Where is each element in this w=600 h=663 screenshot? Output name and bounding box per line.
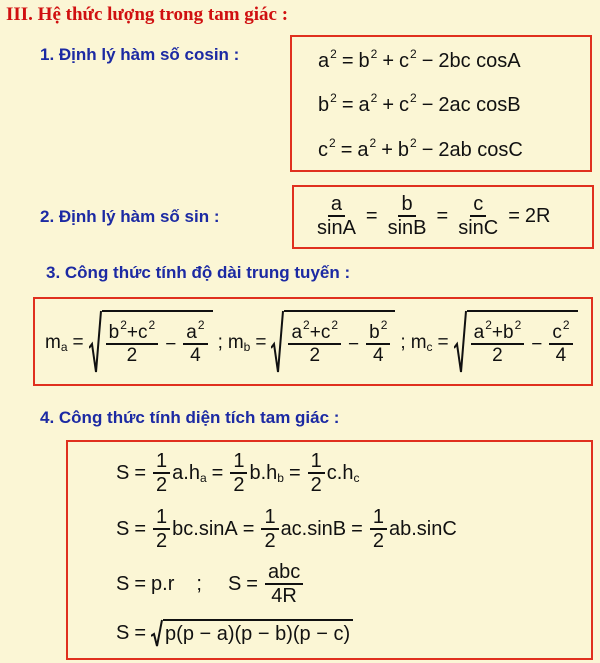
sine-law-formula: $\frac{a}{\sin A}$ = $\frac{b}{\sin B}$ = $\frac{c}{\sin C}$ = 2R [312,193,550,240]
sine-fraction-c: $\frac{c}{\sin C}$ [458,193,499,240]
sine-law-heading: 2. Định lý hàm số sin : [40,207,220,226]
median-separator: ; [217,331,223,353]
page-title: III. Hệ thức lượng trong tam giác : [6,4,289,25]
cosine-row-b: $b^2 = a^2 + c^2 - 2ac$ cosB [318,91,521,116]
area-row-heights: S = $\frac{1}{2}$ a.h $_a$ = $\frac{1}{2}$ b.h $_b$ = $\frac{1}{2}$ c.h $_c$ [116,450,360,497]
area-row-sines: S = $\frac{1}{2}$ bc.sinA = $\frac{1}{2}$ ac.sinB = $\frac{1}{2}$ ab.sinC [116,506,457,553]
median-b: m $_b$ = $\frac{a^2+c^2}{2}$ − $\frac{b^2}{4}$ [228,310,396,374]
median-c: m $_c$ = $\frac{a^2+b^2}{2}$ − $\frac{c^2}{4}$ [411,310,578,374]
area-heading: 4. Công thức tính diện tích tam giác : [40,408,340,427]
sine-law-box [292,185,594,249]
cosine-row-c: $c^2 = a^2 + b^2 - 2ab$ cosC [318,136,523,161]
median-box [33,297,593,386]
cosine-law-box [290,35,592,172]
median-a: m $_a$ = $\frac{b^2+c^2}{2}$ − $\frac{a^2}{4}$ [45,310,213,374]
area-row-heron: S = p(p − a)(p − b)(p − c) [116,619,353,647]
median-formulas [45,310,578,374]
sine-fraction-a: $\frac{a}{\sin A}$ [317,193,356,240]
cosine-law-heading: 1. Định lý hàm số cosin : [40,45,240,64]
area-box [66,440,593,660]
sine-fraction-b: $\frac{b}{\sin B}$ [387,193,427,240]
area-row-inradius-circumradius: S = p.r ; S = $\frac{\text{abc}}{4R}$ [116,561,305,608]
cosine-row-a: $a^2 = b^2 + c^2 - 2bc$ cosA [318,47,521,72]
median-separator: ; [400,331,406,353]
median-heading: 3. Công thức tính độ dài trung tuyến : [46,263,351,282]
